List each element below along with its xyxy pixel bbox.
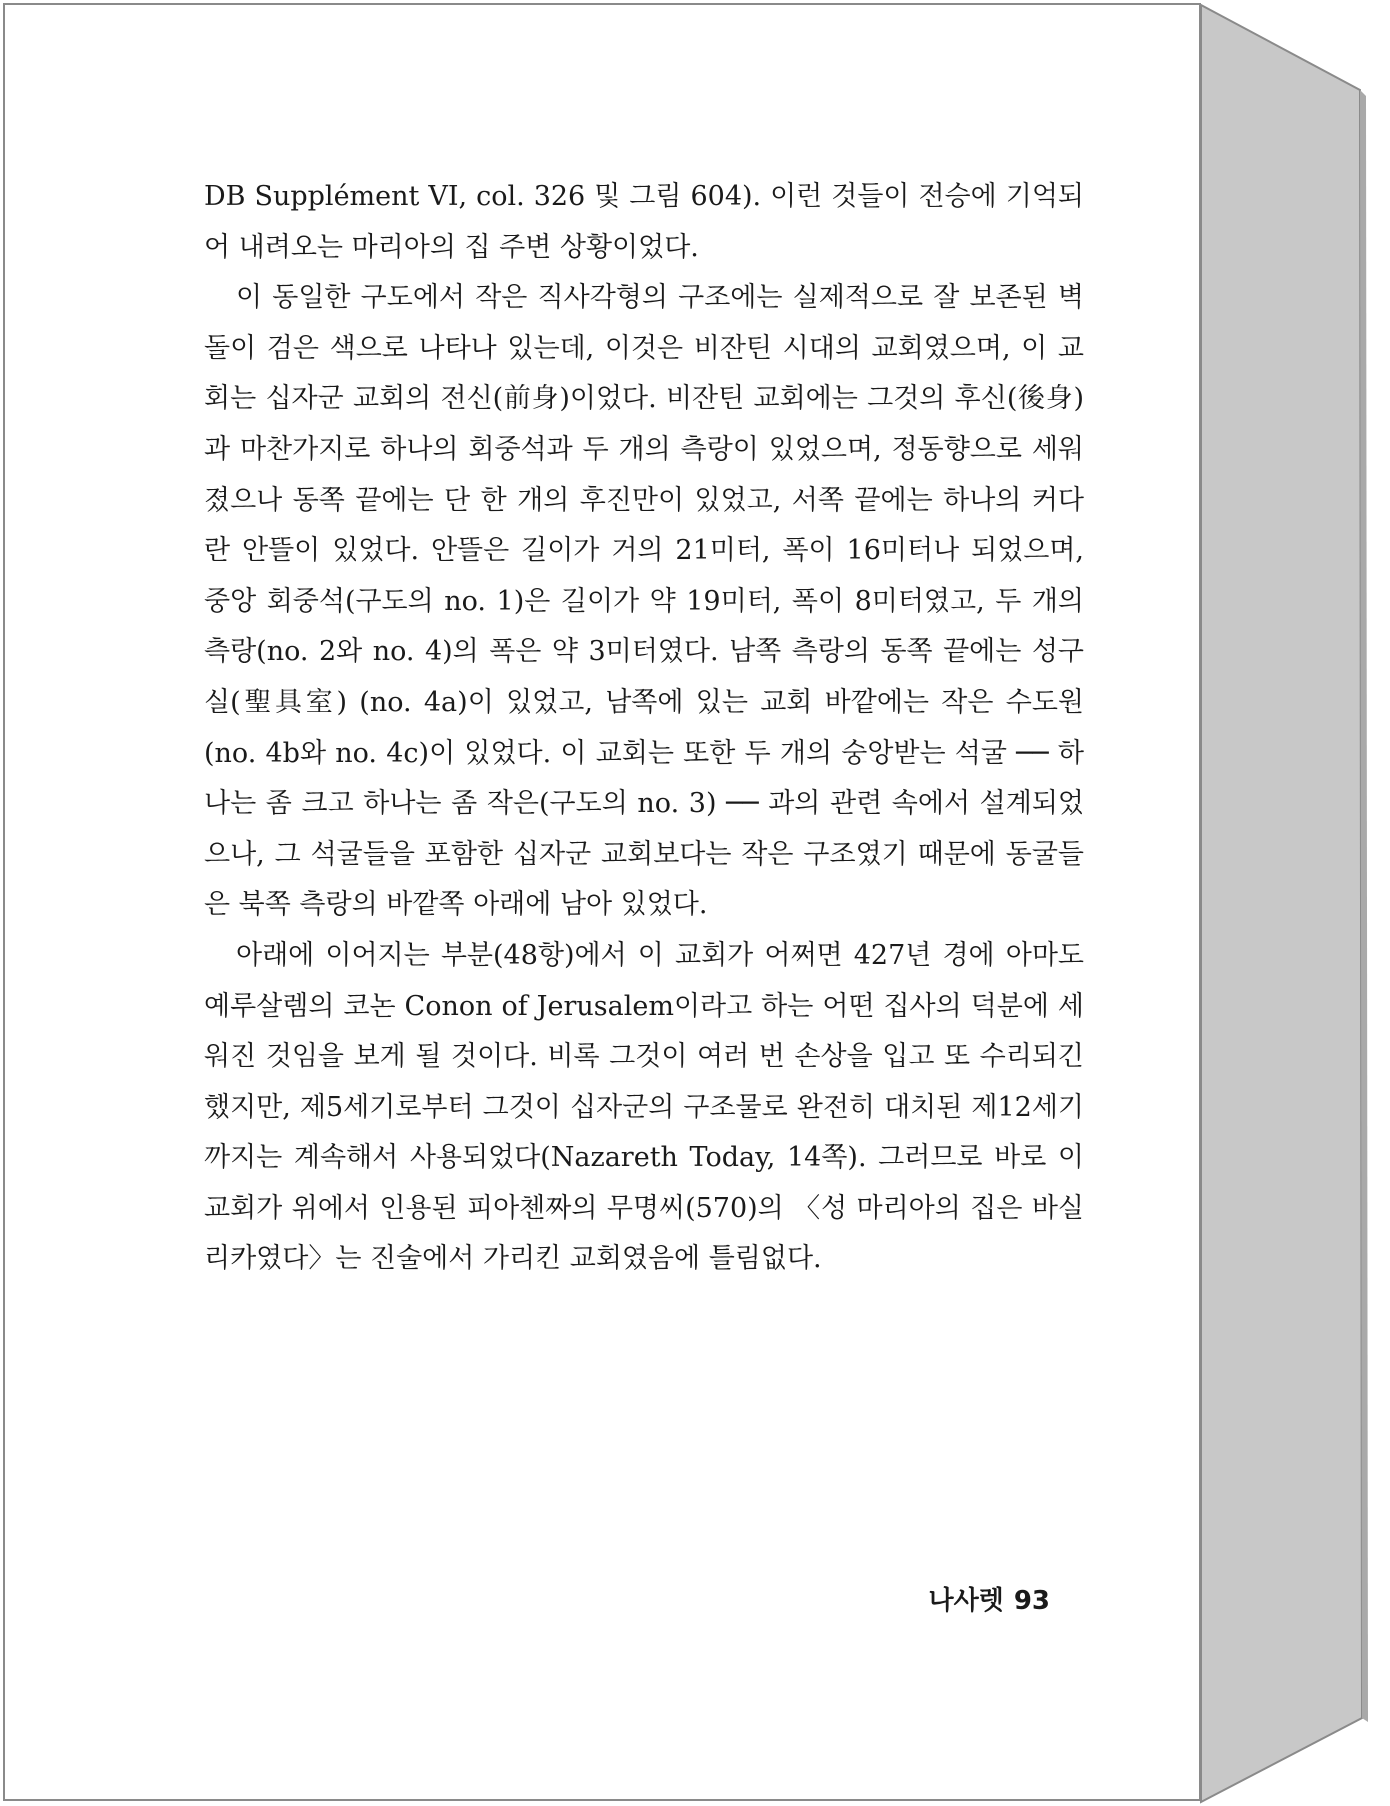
paragraph-3: 아래에 이어지는 부분(48항)에서 이 교회가 어쩌면 427년 경에 아마도 예루살렘의 코논 Conon of Jerusalem이라고 하는 어떤 집사의 덕분에 세워진 것임을 보게 될 것이다. 비록 그것이 여러 번 손상을 입고 또 수리되긴 했지만, 제5세기로부터 그것이 십자군의 구조물로 완전히 대치된 제12세기까지는 계속해서 사용되었다(Nazareth Today, 14쪽). 그러므로 바로 이 교회가 위에서 인용된 피아첸짜의 무명씨(570)의 〈성 마리아의 집은 바실리카였다〉는 진술에서 가리킨 교회였음에 틀림없다.: [204, 939, 1084, 1275]
body-text: [204, 172, 1084, 1285]
page-number: 93: [1013, 1586, 1050, 1616]
paragraph-2: 이 동일한 구도에서 작은 직사각형의 구조에는 실제적으로 잘 보존된 벽돌이 검은 색으로 나타나 있는데, 이것은 비잔틴 시대의 교회였으며, 이 교회는 십자군 교회의 전신(前身)이었다. 비잔틴 교회에는 그것의 후신(後身)과 마찬가지로 하나의 회중석과 두 개의 측랑이 있었으며, 정동향으로 세워졌으나 동쪽 끝에는 단 한 개의 후진만이 있었고, 서쪽 끝에는 하나의 커다란 안뜰이 있었다. 안뜰은 길이가 거의 21미터, 폭이 16미터나 되었으며, 중앙 회중석(구도의 no. 1)은 길이가 약 19미터, 폭이 8미터였고, 두 개의 측랑(no. 2와 no. 4)의 폭은 약 3미터였다. 남쪽 측랑의 동쪽 끝에는 성구실(聖具室) (no. 4a)이 있었고, 남쪽에 있는 교회 바깥에는 작은 수도원(no. 4b와 no. 4c)이 있었다. 이 교회는 또한 두 개의 숭앙받는 석굴 ── 하나는 좀 크고 하나는 좀 작은(구도의 no. 3) ── 과의 관련 속에서 설계되었으나, 그 석굴들을 포함한 십자군 교회보다는 작은 구조였기 때문에 동굴들은 북쪽 측랑의 바깥쪽 아래에 남아 있었다.: [204, 282, 1084, 921]
paragraph-1: DB Supplément VI, col. 326 및 그림 604). 이런 것들이 전승에 기억되어 내려오는 마리아의 집 주변 상황이었다.: [204, 181, 1084, 263]
footer-section-title: 나사렛: [928, 1586, 1004, 1616]
running-footer: [880, 1580, 1050, 1617]
